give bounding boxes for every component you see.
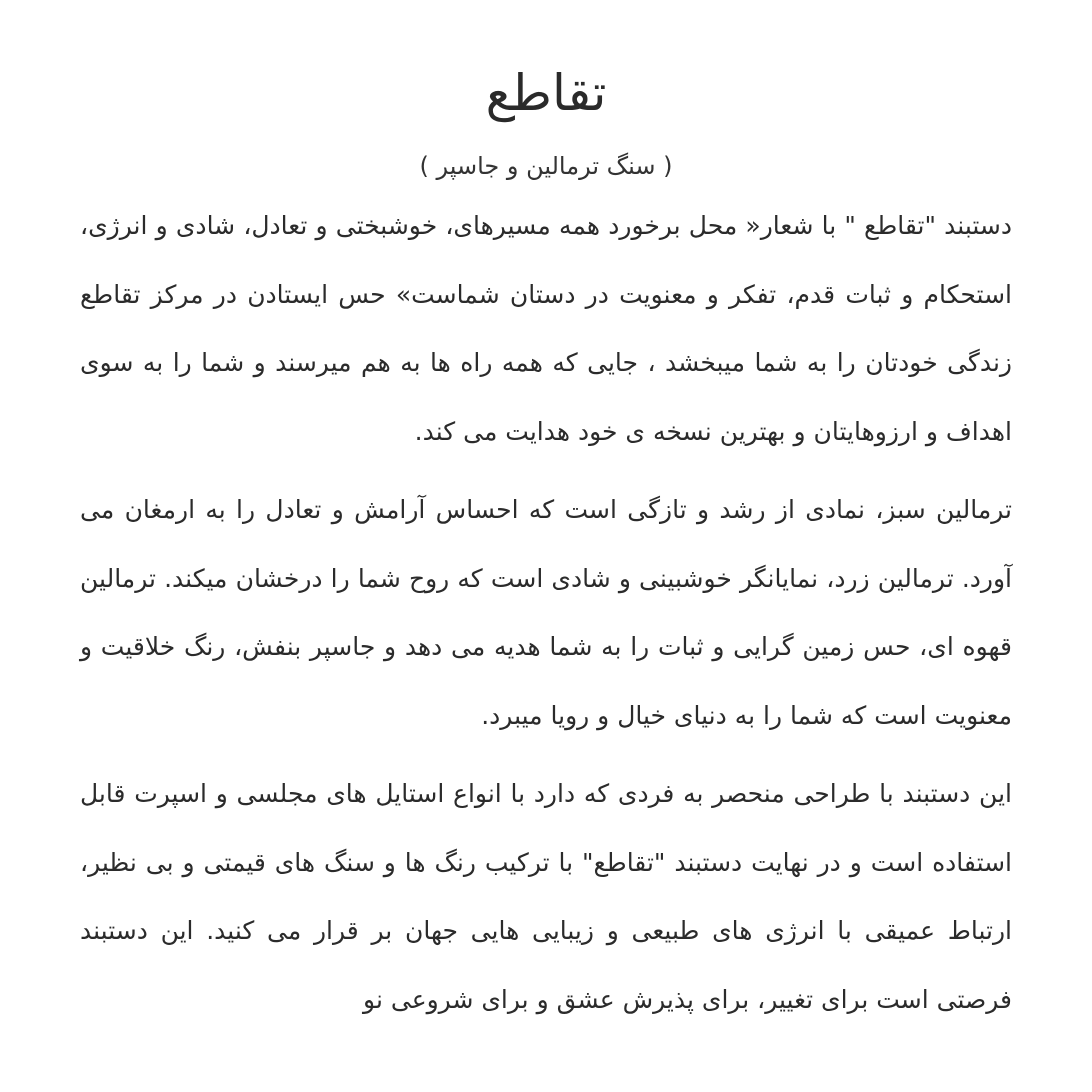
paragraph-intro: دستبند "تقاطع " با شعار« محل برخورد همه مسیرهای، خوشبختی و تعادل، شادی و انرژی، استحکام و ثبات قدم، تفکر و معنویت در دستان شماست» حس ایستادن در مرکز تقاطع زندگی خودتان را به شما میبخشد ، جایی که همه راه ها به هم میرسند و شما را به سوی اهداف و ارزوهایتان و بهترین نسخه ی خود هدایت می کند. <box>80 211 1012 446</box>
body-text <box>80 192 1012 1034</box>
page-title: تقاطع <box>485 64 607 122</box>
page-subtitle: ( سنگ ترمالین و جاسپر ) <box>419 152 673 180</box>
paragraph-style: این دستبند با طراحی منحصر به فردی که دارد با انواع استایل های مجلسی و اسپرت قابل استفاده است و در نهایت دستبند "تقاطع" با ترکیب رنگ ها و سنگ های قیمتی و بی نظیر، ارتباط عمیقی با انرژی های طبیعی و زیبایی هایی جهان بر قرار می کنید. این دستبند فرصتی است برای تغییر، برای پذیرش عشق و برای شروعی نو <box>80 779 1012 1014</box>
paragraph-stones: ترمالین سبز، نمادی از رشد و تازگی است که احساس آرامش و تعادل را به ارمغان می آورد. ترمالین زرد، نمایانگر خوشبینی و شادی است که روح شما را درخشان میکند. ترمالین قهوه ای، حس زمین گرایی و ثبات را به شما هدیه می دهد و جاسپر بنفش، رنگ خلاقیت و معنویت است که شما را به دنیای خیال و رویا میبرد. <box>80 495 1012 730</box>
